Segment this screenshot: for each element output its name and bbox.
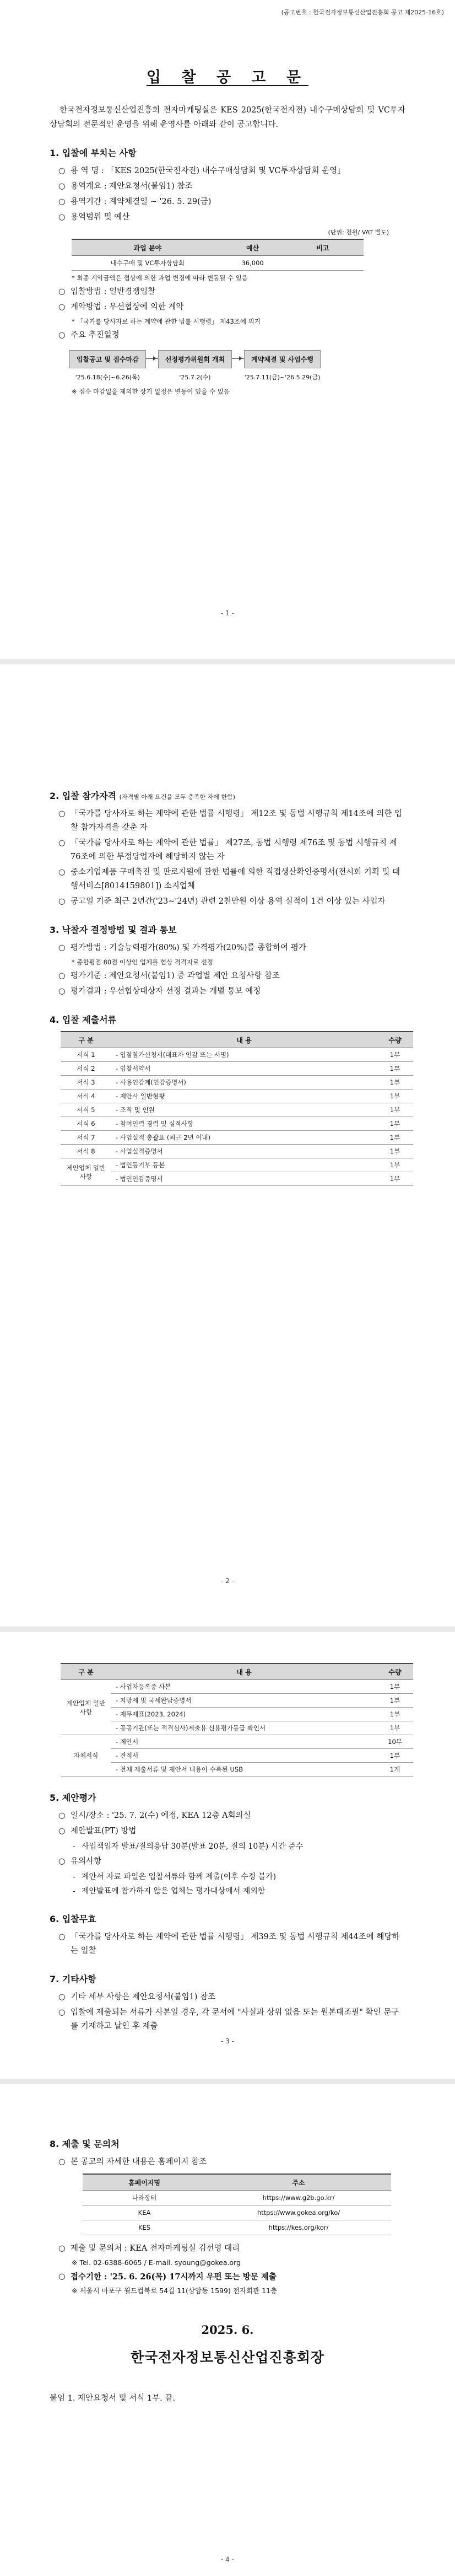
page-4 xyxy=(0,2084,455,2576)
unit-note: (단위: 천원/ VAT 별도) xyxy=(328,229,389,236)
table-row: - 법인인감증명서 1부 xyxy=(61,1172,413,1186)
schedule-note: ※ 접수 마감일을 제외한 상기 일정은 변동이 있을 수 있음 xyxy=(72,388,230,395)
list-item: ○ 기타 세부 사항은 제안요청서(붙임1) 참조 xyxy=(58,1993,216,2001)
list-item: ○ 일시/장소 : '25. 7. 2(수) 예정, KEA 12층 A회의실 xyxy=(58,1811,251,1820)
list-item: ○ 유의사항 xyxy=(58,1857,102,1866)
section-2-heading: 2. 입찰 참가자격 (자격별 아래 요건을 모두 충족한 자에 한함) xyxy=(50,791,235,801)
law-note: * 「국가를 당사자로 하는 계약에 관한 법률 시행령」 제43조에 의거 xyxy=(72,318,261,325)
list-item: ○ 제안발표(PT) 방법 xyxy=(58,1827,137,1836)
table-row: 자체서식 - 제안서 10부 xyxy=(61,1735,413,1749)
list-item: ○ 평가방법 : 기술능력평가(80%) 및 가격평가(20%)를 종합하여 평가 xyxy=(58,943,306,952)
list-item: ○ 접수기한 : '25. 6. 26(목) 17시까지 우편 또는 방문 제출 xyxy=(58,2272,277,2282)
schedule-step: 선정평가위원회 개최 '25.7.2(수) xyxy=(158,350,232,382)
table-row: - 전체 제출서류 및 제안서 내용이 수록된 USB 1개 xyxy=(61,1763,413,1777)
section-1-heading: 1. 입찰에 부치는 사항 xyxy=(50,148,137,158)
budget-note: * 최종 계약금액은 협상에 의한 과업 변경에 따라 변동될 수 있음 xyxy=(72,274,248,282)
contact-note: ※ Tel. 02-6388-6065 / E-mail. syoung@gokea.org xyxy=(72,2258,241,2267)
list-item: - 사업책임자 발표/질의응답 30분(발표 20분, 질의 10분) 시간 준수 xyxy=(73,1842,304,1851)
list-item: ○ 용 역 명 : 「KES 2025(한국전자전) 내수구매상담회 및 VC투자상담회 운영」 xyxy=(58,167,345,175)
list-item: ○ 중소기업제품 구매촉진 및 판로지원에 관한 법률에 의한 직접생산확인증명서(전시회 기획 및 대행서비스[8014159801]) 소지업체 xyxy=(58,868,400,890)
list-item: ○ 「국가를 당사자로 하는 계약에 관한 법률 시행령」 제39조 및 동법 시행규칙 제44조에 해당하는 입찰 xyxy=(58,1933,400,1955)
documents-table-continued: 구 분 내 용 수량 제안업체 일반사항 - 사업자등록증 사본 1부 - 지방세 및 국세완납증명서 1부 - 재무제표(2023, 2024) 1부 - 공공기관(또는 적격심사)제출용 신용평가등급 확인서 1부 자체서식 - 제안서 10부 - 견적서 1부 - 전체 제출서류 및 제안서 내용이 수록된 USB 1개 xyxy=(61,1663,413,1777)
page-1 xyxy=(0,0,455,659)
table-row: - 지방세 및 국세완납증명서 1부 xyxy=(61,1694,413,1708)
table-row: KES https://kes.org/kor/ xyxy=(83,2220,391,2235)
list-item: ○ 제출 및 문의처 : KEA 전자마케팅실 김선영 대리 xyxy=(58,2244,240,2253)
table-row: 서식 3 - 사용인감계(인감증명서) 1부 xyxy=(61,1076,413,1090)
table-row: 서식 4 - 제안사 일반현황 1부 xyxy=(61,1090,413,1103)
page-number: - 4 - xyxy=(221,2556,234,2563)
section-6-heading: 6. 입찰무효 xyxy=(50,1914,96,1924)
table-row: - 재무제표(2023, 2024) 1부 xyxy=(61,1708,413,1721)
page-3 xyxy=(0,1632,455,2079)
section-7-heading: 7. 기타사항 xyxy=(50,1974,96,1984)
table-row: 내수구매 및 VC투자상담회 36,000 xyxy=(72,256,364,271)
arrow-right-icon xyxy=(232,358,244,359)
arrow-right-icon xyxy=(146,358,158,359)
budget-header: 예산 xyxy=(224,239,282,256)
documents-table: 구 분 내 용 수량 서식 1 - 입찰참가신청서(대표자 인감 또는 서명) 1부 서식 2 - 입찰서약서 1부 서식 3 - 사용인감계(인감증명서) 1부 서식 4 - 제안사 일반현황 1부 서식 5 - 조직 및 인원 1부 서식 6 - 참여인력 경력 및 실적사항 1부 서식 7 - 사업실적 총괄표 (최근 2년 이내) 1부 서식 8 - 사업실적증명서 1부 제안업체 일반사항 - 법인등기부 등본 1부 - 법인인감증명서 1부 xyxy=(61,1031,413,1186)
page-2 xyxy=(0,664,455,1627)
table-row: 서식 6 - 참여인력 경력 및 실적사항 1부 xyxy=(61,1117,413,1131)
table-row: - 공공기관(또는 적격심사)제출용 신용평가등급 확인서 1부 xyxy=(61,1721,413,1735)
list-item: - 제안발표에 참가하지 않은 업체는 평가대상에서 제외함 xyxy=(73,1887,266,1896)
attachment-line: 붙임 1. 제안요청서 및 서식 1부. 끝. xyxy=(50,2394,176,2403)
table-row: 서식 7 - 사업실적 총괄표 (최근 2년 이내) 1부 xyxy=(61,1131,413,1145)
section-5-heading: 5. 제안평가 xyxy=(50,1793,96,1803)
list-item: ○ 본 공고의 자세한 내용은 홈페이지 참조 xyxy=(58,2158,207,2166)
list-item: ○ 용역개요 : 제안요청서(붙임1) 참조 xyxy=(58,182,193,191)
page-number: - 3 - xyxy=(221,2037,234,2045)
table-row: 서식 2 - 입찰서약서 1부 xyxy=(61,1062,413,1076)
budget-table xyxy=(72,239,364,271)
list-item: ○ 용역범위 및 예산 xyxy=(58,213,130,222)
issuer-name: 한국전자정보통신산업진흥회장 xyxy=(130,2349,325,2365)
list-item: ○ 「국가를 당사자로 하는 계약에 관한 법률 시행령」 제12조 및 동법 시행규칙 제14조에 의한 입찰 참가자격을 갖춘 자 xyxy=(58,809,403,832)
score-note: * 종합평점 80점 이상인 업체를 협상 적격자로 선정 xyxy=(72,958,214,966)
schedule-step: 입찰공고 및 접수마감 '25.6.18(수)~6.26(목) xyxy=(69,350,146,382)
schedule-flow xyxy=(69,350,405,382)
issue-date: 2025. 6. xyxy=(201,2323,254,2337)
list-item: ○ 「국가를 당사자로 하는 계약에 관한 법률」 제27조, 동법 시행령 제76조 및 동법 시행규칙 제76조에 의한 부정당업자에 해당하지 않는 자 xyxy=(58,839,397,861)
list-item: ○ 공고일 기준 최근 2년간('23~'24년) 관련 2천만원 이상 용역 실적이 1건 이상 있는 사업자 xyxy=(58,897,386,906)
page-number: - 1 - xyxy=(221,609,234,617)
homepage-table: 홈페이지명 주소 나라장터 https://www.g2b.go.kr/ KEA https://www.gokea.org/ko/ KES https://kes.org/kor/ xyxy=(83,2174,391,2235)
list-item: ○ 입찰에 제출되는 서류가 사본일 경우, 각 문서에 "사실과 상위 없음 또는 원본대조필" 확인 문구를 기재하고 날인 후 제출 xyxy=(58,2008,399,2031)
list-item: ○ 평가기준 : 제안요청서(붙임1) 중 과업별 제안 요청사항 참조 xyxy=(58,972,280,980)
list-item: - 제안서 자료 파일은 입찰서류와 함께 제출(이후 수정 불가) xyxy=(73,1872,277,1881)
table-row: 제안업체 일반사항 - 사업자등록증 사본 1부 xyxy=(61,1680,413,1694)
section-8-heading: 8. 제출 및 문의처 xyxy=(50,2139,120,2149)
list-item: ○ 계약방법 : 우선협상에 의한 계약 xyxy=(58,303,184,312)
intro-paragraph: 한국전자정보통신산업진흥회 전자마케팅실은 KES 2025(한국전자전) 내수구매상담회 및 VC투자상담회의 전문적인 운영을 위해 운영사를 아래와 같이 공고합니다. xyxy=(50,106,405,129)
table-row: 나라장터 https://www.g2b.go.kr/ xyxy=(83,2191,391,2205)
schedule-step: 계약체결 및 사업수행 '25.7.11(금)~'26.5.29(금) xyxy=(244,350,321,382)
table-row: KEA https://www.gokea.org/ko/ xyxy=(83,2205,391,2220)
list-item: ○ 용역기간 : 계약체결일 ~ '26. 5. 29(금) xyxy=(58,197,212,206)
section-4-heading: 4. 입찰 제출서류 xyxy=(50,1015,117,1025)
table-row: 제안업체 일반사항 - 법인등기부 등본 1부 xyxy=(61,1158,413,1172)
budget-header: 과업 분야 xyxy=(72,239,224,256)
table-row: 서식 5 - 조직 및 인원 1부 xyxy=(61,1103,413,1117)
section-3-heading: 3. 낙찰자 결정방법 및 결과 통보 xyxy=(50,925,177,935)
list-item: ○ 입찰방법 : 일반경쟁입찰 xyxy=(58,287,156,296)
table-row: 서식 1 - 입찰참가신청서(대표자 인감 또는 서명) 1부 xyxy=(61,1048,413,1062)
budget-header: 비고 xyxy=(282,239,364,256)
list-item: ○ 평가결과 : 우선협상대상자 선정 결과는 개별 통보 예정 xyxy=(58,987,261,996)
table-row: 서식 8 - 사업실적증명서 1부 xyxy=(61,1145,413,1158)
page-title: 입 찰 공 고 문 xyxy=(146,69,308,86)
address-note: ※ 서울시 마포구 월드컵북로 54길 11(상암동 1599) 전자회관 11층 xyxy=(72,2287,278,2295)
page-number: - 2 - xyxy=(221,1577,234,1585)
notice-number: (공고번호 : 한국전자정보통신산업진흥회 공고 제2025-16호) xyxy=(281,9,444,16)
table-row: - 견적서 1부 xyxy=(61,1749,413,1763)
list-item: ○ 주요 추진일정 xyxy=(58,331,120,340)
